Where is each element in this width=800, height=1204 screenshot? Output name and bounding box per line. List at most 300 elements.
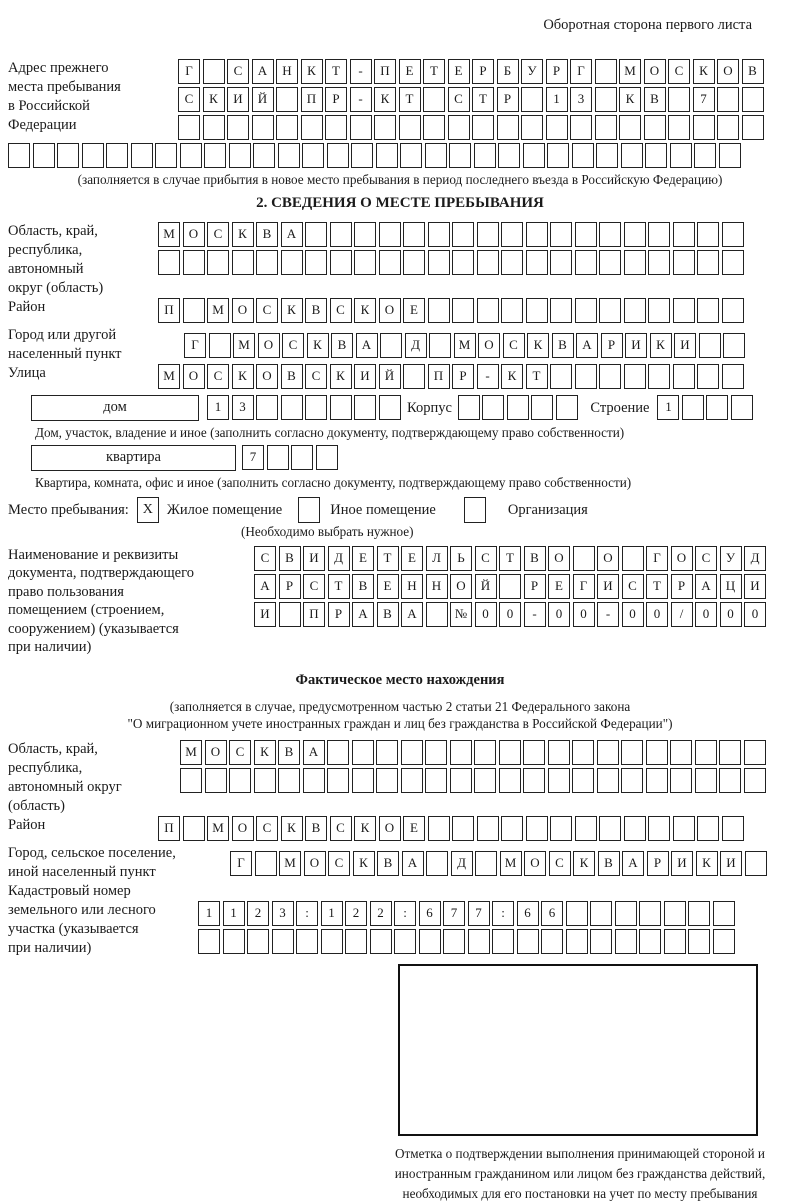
char-cell[interactable]: А — [352, 602, 374, 627]
char-cell[interactable] — [572, 143, 594, 168]
char-cell[interactable] — [523, 143, 545, 168]
char-cell[interactable]: Р — [546, 59, 568, 84]
char-cell[interactable] — [345, 929, 367, 954]
char-cell[interactable] — [695, 768, 717, 793]
char-cell[interactable] — [713, 901, 735, 926]
char-cell[interactable]: В — [742, 59, 764, 84]
char-cell[interactable]: О — [205, 740, 227, 765]
char-cell[interactable] — [452, 298, 474, 323]
char-cell[interactable] — [180, 143, 202, 168]
dokument-row-1[interactable] — [254, 546, 769, 571]
char-cell[interactable] — [303, 768, 325, 793]
char-cell[interactable] — [521, 87, 543, 112]
char-cell[interactable] — [223, 929, 245, 954]
char-cell[interactable]: 7 — [693, 87, 715, 112]
char-cell[interactable] — [556, 395, 578, 420]
char-cell[interactable] — [379, 395, 401, 420]
char-cell[interactable] — [521, 115, 543, 140]
char-cell[interactable] — [550, 222, 572, 247]
char-cell[interactable]: 2 — [370, 901, 392, 926]
char-cell[interactable] — [621, 143, 643, 168]
char-cell[interactable] — [305, 395, 327, 420]
char-cell[interactable] — [682, 395, 704, 420]
char-cell[interactable]: 7 — [468, 901, 490, 926]
char-cell[interactable]: С — [229, 740, 251, 765]
char-cell[interactable] — [426, 602, 448, 627]
char-cell[interactable]: С — [227, 59, 249, 84]
char-cell[interactable] — [599, 222, 621, 247]
char-cell[interactable] — [595, 115, 617, 140]
char-cell[interactable] — [697, 222, 719, 247]
char-cell[interactable]: 0 — [548, 602, 570, 627]
char-cell[interactable]: Р — [328, 602, 350, 627]
char-cell[interactable] — [517, 929, 539, 954]
char-cell[interactable] — [531, 395, 553, 420]
char-cell[interactable] — [572, 740, 594, 765]
char-cell[interactable]: С — [475, 546, 497, 571]
char-cell[interactable]: М — [158, 364, 180, 389]
char-cell[interactable] — [254, 768, 276, 793]
char-cell[interactable] — [648, 250, 670, 275]
char-cell[interactable]: В — [377, 602, 399, 627]
char-cell[interactable]: 2 — [247, 901, 269, 926]
char-cell[interactable]: Е — [399, 59, 421, 84]
char-cell[interactable] — [697, 364, 719, 389]
char-cell[interactable] — [253, 143, 275, 168]
char-cell[interactable]: К — [527, 333, 549, 358]
char-cell[interactable] — [183, 816, 205, 841]
fact-oblast-row-1[interactable] — [180, 740, 768, 765]
char-cell[interactable]: И — [227, 87, 249, 112]
char-cell[interactable] — [723, 333, 745, 358]
char-cell[interactable] — [575, 298, 597, 323]
char-cell[interactable] — [330, 395, 352, 420]
char-cell[interactable] — [255, 851, 277, 876]
char-cell[interactable] — [429, 333, 451, 358]
char-cell[interactable] — [278, 768, 300, 793]
oblast-row-2[interactable] — [158, 250, 746, 275]
char-cell[interactable]: - — [477, 364, 499, 389]
char-cell[interactable]: Р — [279, 574, 301, 599]
char-cell[interactable]: Т — [377, 546, 399, 571]
char-cell[interactable]: Г — [570, 59, 592, 84]
char-cell[interactable] — [203, 115, 225, 140]
char-cell[interactable] — [717, 115, 739, 140]
char-cell[interactable]: : — [492, 901, 514, 926]
char-cell[interactable]: В — [305, 298, 327, 323]
char-cell[interactable] — [477, 222, 499, 247]
char-cell[interactable] — [668, 115, 690, 140]
char-cell[interactable] — [428, 298, 450, 323]
char-cell[interactable]: О — [450, 574, 472, 599]
char-cell[interactable]: 3 — [570, 87, 592, 112]
char-cell[interactable]: К — [354, 298, 376, 323]
char-cell[interactable]: М — [180, 740, 202, 765]
kadastr-row-2[interactable] — [198, 929, 737, 954]
char-cell[interactable]: Л — [426, 546, 448, 571]
char-cell[interactable]: С — [303, 574, 325, 599]
char-cell[interactable]: А — [695, 574, 717, 599]
char-cell[interactable]: У — [521, 59, 543, 84]
char-cell[interactable] — [697, 250, 719, 275]
char-cell[interactable]: К — [650, 333, 672, 358]
char-cell[interactable] — [401, 768, 423, 793]
char-cell[interactable] — [204, 143, 226, 168]
char-cell[interactable] — [281, 250, 303, 275]
char-cell[interactable] — [599, 816, 621, 841]
char-cell[interactable]: О — [671, 546, 693, 571]
char-cell[interactable]: П — [158, 298, 180, 323]
char-cell[interactable] — [400, 143, 422, 168]
char-cell[interactable] — [296, 929, 318, 954]
korpus-cells[interactable] — [458, 395, 581, 420]
char-cell[interactable]: В — [305, 816, 327, 841]
char-cell[interactable] — [379, 222, 401, 247]
char-cell[interactable] — [645, 143, 667, 168]
char-cell[interactable] — [590, 901, 612, 926]
fact-gorod-cells[interactable] — [230, 851, 769, 876]
char-cell[interactable] — [673, 298, 695, 323]
char-cell[interactable]: / — [671, 602, 693, 627]
char-cell[interactable] — [180, 768, 202, 793]
char-cell[interactable] — [302, 143, 324, 168]
char-cell[interactable]: Т — [499, 546, 521, 571]
char-cell[interactable] — [670, 740, 692, 765]
char-cell[interactable]: И — [744, 574, 766, 599]
char-cell[interactable] — [646, 740, 668, 765]
char-cell[interactable]: А — [303, 740, 325, 765]
char-cell[interactable]: Н — [401, 574, 423, 599]
prev-address-row-1[interactable] — [178, 59, 766, 84]
char-cell[interactable]: Д — [405, 333, 427, 358]
char-cell[interactable]: Г — [646, 546, 668, 571]
char-cell[interactable] — [597, 768, 619, 793]
char-cell[interactable] — [599, 364, 621, 389]
char-cell[interactable]: С — [330, 816, 352, 841]
char-cell[interactable]: Р — [472, 59, 494, 84]
char-cell[interactable]: О — [717, 59, 739, 84]
char-cell[interactable] — [697, 816, 719, 841]
char-cell[interactable]: У — [720, 546, 742, 571]
char-cell[interactable] — [403, 250, 425, 275]
char-cell[interactable] — [575, 364, 597, 389]
char-cell[interactable] — [472, 115, 494, 140]
char-cell[interactable]: В — [644, 87, 666, 112]
char-cell[interactable] — [272, 929, 294, 954]
char-cell[interactable]: М — [619, 59, 641, 84]
char-cell[interactable] — [327, 740, 349, 765]
char-cell[interactable]: 6 — [419, 901, 441, 926]
char-cell[interactable] — [428, 222, 450, 247]
char-cell[interactable] — [8, 143, 30, 168]
char-cell[interactable] — [548, 740, 570, 765]
char-cell[interactable]: К — [254, 740, 276, 765]
gorod-cells[interactable] — [184, 333, 748, 358]
char-cell[interactable] — [624, 250, 646, 275]
char-cell[interactable]: Т — [472, 87, 494, 112]
char-cell[interactable] — [575, 222, 597, 247]
char-cell[interactable] — [668, 87, 690, 112]
fact-raion-cells[interactable] — [158, 816, 746, 841]
char-cell[interactable] — [648, 298, 670, 323]
char-cell[interactable] — [57, 143, 79, 168]
char-cell[interactable]: Р — [671, 574, 693, 599]
char-cell[interactable] — [279, 602, 301, 627]
char-cell[interactable]: Г — [184, 333, 206, 358]
char-cell[interactable]: С — [207, 364, 229, 389]
char-cell[interactable] — [688, 929, 710, 954]
char-cell[interactable] — [256, 250, 278, 275]
char-cell[interactable] — [648, 816, 670, 841]
char-cell[interactable] — [526, 298, 548, 323]
char-cell[interactable] — [526, 250, 548, 275]
char-cell[interactable] — [615, 901, 637, 926]
char-cell[interactable] — [475, 851, 497, 876]
char-cell[interactable] — [106, 143, 128, 168]
char-cell[interactable]: К — [501, 364, 523, 389]
char-cell[interactable]: О — [524, 851, 546, 876]
char-cell[interactable] — [477, 298, 499, 323]
char-cell[interactable] — [566, 929, 588, 954]
char-cell[interactable]: И — [720, 851, 742, 876]
char-cell[interactable] — [722, 222, 744, 247]
char-cell[interactable]: Й — [379, 364, 401, 389]
char-cell[interactable] — [597, 740, 619, 765]
char-cell[interactable] — [624, 364, 646, 389]
char-cell[interactable]: 2 — [345, 901, 367, 926]
char-cell[interactable] — [599, 250, 621, 275]
char-cell[interactable] — [501, 250, 523, 275]
org-checkbox[interactable] — [464, 497, 486, 523]
char-cell[interactable]: О — [256, 364, 278, 389]
char-cell[interactable] — [507, 395, 529, 420]
char-cell[interactable] — [198, 929, 220, 954]
char-cell[interactable]: М — [500, 851, 522, 876]
char-cell[interactable] — [474, 740, 496, 765]
char-cell[interactable]: Т — [526, 364, 548, 389]
raion-cells[interactable] — [158, 298, 746, 323]
char-cell[interactable] — [354, 250, 376, 275]
char-cell[interactable]: 1 — [198, 901, 220, 926]
char-cell[interactable]: С — [256, 298, 278, 323]
char-cell[interactable]: А — [402, 851, 424, 876]
char-cell[interactable] — [624, 816, 646, 841]
char-cell[interactable]: С — [178, 87, 200, 112]
char-cell[interactable] — [452, 250, 474, 275]
char-cell[interactable] — [477, 816, 499, 841]
char-cell[interactable]: П — [303, 602, 325, 627]
char-cell[interactable] — [526, 222, 548, 247]
char-cell[interactable] — [327, 768, 349, 793]
char-cell[interactable]: : — [394, 901, 416, 926]
char-cell[interactable] — [321, 929, 343, 954]
char-cell[interactable] — [203, 59, 225, 84]
prev-address-row-3[interactable] — [178, 115, 766, 140]
char-cell[interactable] — [644, 115, 666, 140]
char-cell[interactable]: Н — [426, 574, 448, 599]
char-cell[interactable] — [673, 250, 695, 275]
char-cell[interactable]: К — [354, 816, 376, 841]
char-cell[interactable]: Р — [647, 851, 669, 876]
char-cell[interactable]: А — [576, 333, 598, 358]
char-cell[interactable]: К — [307, 333, 329, 358]
char-cell[interactable] — [722, 250, 744, 275]
char-cell[interactable] — [380, 333, 402, 358]
char-cell[interactable] — [267, 445, 289, 470]
char-cell[interactable] — [399, 115, 421, 140]
char-cell[interactable] — [178, 115, 200, 140]
char-cell[interactable]: К — [232, 364, 254, 389]
char-cell[interactable]: 1 — [546, 87, 568, 112]
char-cell[interactable]: И — [354, 364, 376, 389]
char-cell[interactable] — [209, 333, 231, 358]
char-cell[interactable] — [673, 364, 695, 389]
char-cell[interactable]: Д — [451, 851, 473, 876]
char-cell[interactable] — [648, 364, 670, 389]
char-cell[interactable] — [205, 768, 227, 793]
char-cell[interactable] — [403, 222, 425, 247]
char-cell[interactable] — [426, 851, 448, 876]
char-cell[interactable] — [450, 740, 472, 765]
char-cell[interactable] — [477, 250, 499, 275]
char-cell[interactable]: Е — [377, 574, 399, 599]
char-cell[interactable] — [474, 143, 496, 168]
char-cell[interactable]: В — [352, 574, 374, 599]
char-cell[interactable]: К — [619, 87, 641, 112]
char-cell[interactable] — [376, 768, 398, 793]
char-cell[interactable] — [717, 87, 739, 112]
char-cell[interactable] — [695, 740, 717, 765]
char-cell[interactable] — [458, 395, 480, 420]
char-cell[interactable]: Р — [601, 333, 623, 358]
char-cell[interactable]: К — [374, 87, 396, 112]
char-cell[interactable]: Т — [328, 574, 350, 599]
char-cell[interactable] — [403, 364, 425, 389]
char-cell[interactable] — [428, 816, 450, 841]
char-cell[interactable] — [229, 768, 251, 793]
char-cell[interactable] — [401, 740, 423, 765]
char-cell[interactable] — [719, 740, 741, 765]
char-cell[interactable]: О — [304, 851, 326, 876]
char-cell[interactable]: С — [695, 546, 717, 571]
char-cell[interactable]: Г — [230, 851, 252, 876]
char-cell[interactable] — [550, 250, 572, 275]
char-cell[interactable]: С — [330, 298, 352, 323]
char-cell[interactable] — [276, 115, 298, 140]
char-cell[interactable]: С — [549, 851, 571, 876]
char-cell[interactable] — [370, 929, 392, 954]
char-cell[interactable] — [449, 143, 471, 168]
char-cell[interactable]: Ц — [720, 574, 742, 599]
char-cell[interactable] — [590, 929, 612, 954]
char-cell[interactable] — [252, 115, 274, 140]
char-cell[interactable] — [550, 298, 572, 323]
char-cell[interactable] — [664, 929, 686, 954]
char-cell[interactable]: Е — [403, 816, 425, 841]
char-cell[interactable] — [541, 929, 563, 954]
char-cell[interactable]: В — [278, 740, 300, 765]
char-cell[interactable] — [731, 395, 753, 420]
char-cell[interactable]: В — [524, 546, 546, 571]
char-cell[interactable] — [428, 250, 450, 275]
char-cell[interactable] — [276, 87, 298, 112]
char-cell[interactable] — [670, 768, 692, 793]
char-cell[interactable] — [247, 929, 269, 954]
char-cell[interactable]: Д — [744, 546, 766, 571]
char-cell[interactable] — [596, 143, 618, 168]
char-cell[interactable]: - — [524, 602, 546, 627]
char-cell[interactable] — [183, 298, 205, 323]
char-cell[interactable]: О — [379, 298, 401, 323]
char-cell[interactable]: 0 — [573, 602, 595, 627]
dom-cells[interactable] — [207, 395, 403, 420]
char-cell[interactable]: С — [256, 816, 278, 841]
char-cell[interactable]: П — [374, 59, 396, 84]
char-cell[interactable] — [155, 143, 177, 168]
char-cell[interactable]: Р — [325, 87, 347, 112]
char-cell[interactable] — [227, 115, 249, 140]
char-cell[interactable]: 0 — [720, 602, 742, 627]
char-cell[interactable] — [719, 143, 741, 168]
char-cell[interactable] — [622, 546, 644, 571]
char-cell[interactable]: М — [279, 851, 301, 876]
char-cell[interactable] — [745, 851, 767, 876]
zhiloe-checkbox[interactable]: X — [137, 497, 159, 523]
char-cell[interactable]: А — [622, 851, 644, 876]
char-cell[interactable] — [499, 574, 521, 599]
char-cell[interactable] — [501, 298, 523, 323]
char-cell[interactable]: Е — [403, 298, 425, 323]
char-cell[interactable]: О — [183, 364, 205, 389]
char-cell[interactable] — [374, 115, 396, 140]
char-cell[interactable] — [744, 740, 766, 765]
char-cell[interactable] — [497, 115, 519, 140]
char-cell[interactable] — [575, 816, 597, 841]
char-cell[interactable] — [448, 115, 470, 140]
char-cell[interactable] — [450, 768, 472, 793]
char-cell[interactable]: 1 — [223, 901, 245, 926]
char-cell[interactable]: 0 — [744, 602, 766, 627]
char-cell[interactable] — [501, 222, 523, 247]
char-cell[interactable] — [498, 143, 520, 168]
char-cell[interactable]: В — [281, 364, 303, 389]
char-cell[interactable] — [278, 143, 300, 168]
char-cell[interactable]: О — [644, 59, 666, 84]
fact-oblast-row-2[interactable] — [180, 768, 768, 793]
char-cell[interactable]: Т — [325, 59, 347, 84]
char-cell[interactable]: П — [301, 87, 323, 112]
char-cell[interactable]: О — [478, 333, 500, 358]
ulitsa-cells[interactable] — [158, 364, 746, 389]
char-cell[interactable]: Е — [401, 546, 423, 571]
char-cell[interactable] — [550, 816, 572, 841]
char-cell[interactable] — [706, 395, 728, 420]
char-cell[interactable] — [474, 768, 496, 793]
char-cell[interactable] — [566, 901, 588, 926]
char-cell[interactable]: - — [597, 602, 619, 627]
char-cell[interactable] — [722, 816, 744, 841]
char-cell[interactable] — [183, 250, 205, 275]
char-cell[interactable]: С — [668, 59, 690, 84]
char-cell[interactable]: К — [281, 298, 303, 323]
char-cell[interactable]: Й — [252, 87, 274, 112]
char-cell[interactable]: И — [625, 333, 647, 358]
inoe-checkbox[interactable] — [298, 497, 320, 523]
char-cell[interactable] — [670, 143, 692, 168]
char-cell[interactable]: О — [258, 333, 280, 358]
char-cell[interactable] — [354, 222, 376, 247]
char-cell[interactable] — [673, 222, 695, 247]
